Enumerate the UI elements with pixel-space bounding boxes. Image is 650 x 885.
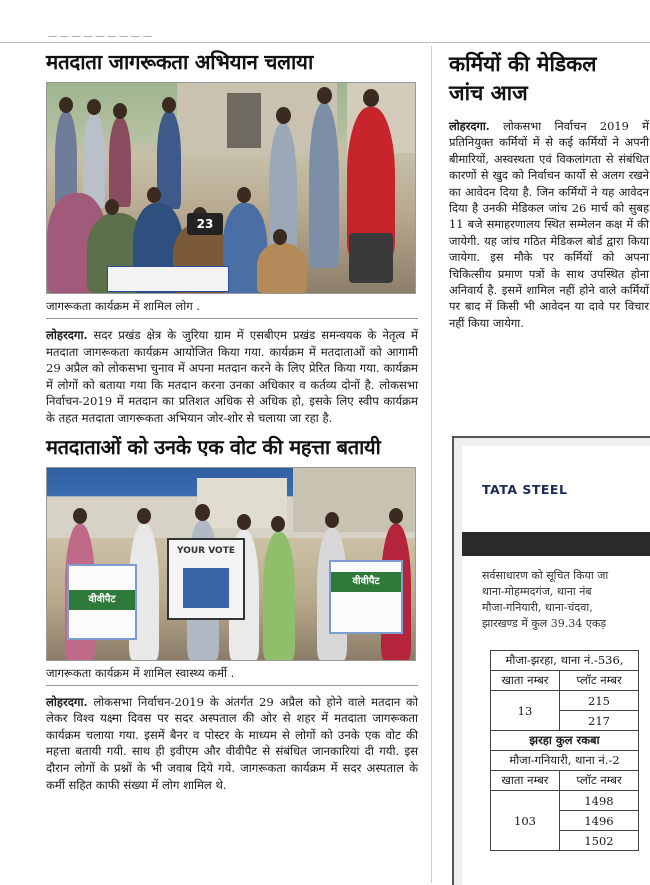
story3-headline-line2: जांच आज <box>449 81 528 105</box>
land-table <box>490 650 639 851</box>
story1-headline: मतदाता जागरूकता अभियान चलाया <box>46 50 313 74</box>
previous-story-fragment: — — — — — — — — — <box>48 33 152 42</box>
page-rule <box>0 42 650 43</box>
story2-headline: मतदाताओं को उनके एक वोट की महत्ता बतायी <box>46 434 381 459</box>
notice-panel <box>462 446 650 885</box>
story2-dateline: लोहरदगा. <box>46 694 88 709</box>
col-plot-header: प्लॉट नम्बर <box>560 771 639 791</box>
story3-dateline: लोहरदगा. <box>449 119 490 133</box>
notice-line: झारखण्ड में कुल 39.34 एकड़ <box>482 617 607 630</box>
col-plot-header: प्लॉट नम्बर <box>560 671 639 691</box>
plot-cell: 1502 <box>560 831 639 851</box>
plot-cell: 217 <box>560 711 639 731</box>
col-khata-header: खाता नम्बर <box>491 671 560 691</box>
poster-left-label: वीवीपैट <box>69 590 135 610</box>
notice-company: TATA STEEL <box>482 482 568 497</box>
khata2-cell: 103 <box>491 791 560 851</box>
col-khata-header: खाता नम्बर <box>491 771 560 791</box>
mauza2-heading: मौजा-गनियारी, थाना नं.-2 <box>491 751 639 771</box>
story1-caption: जागरूकता कार्यक्रम में शामिल लोग . <box>46 298 418 319</box>
notice-dark-bar <box>462 532 650 556</box>
poster-right-label: वीवीपैट <box>331 572 401 592</box>
right-column <box>449 50 649 331</box>
mauza1-heading: मौजा-झरहा, थाना नं.-536, <box>491 651 639 671</box>
left-column <box>46 48 418 793</box>
plot-cell: 1498 <box>560 791 639 811</box>
story1-body-text: सदर प्रखंड क्षेत्र के जुरिया ग्राम में एसबीएम प्रखंड समन्वयक के नेतृत्व में मतदाता जागरूकता कार्यक्रम आयोजित किया गया. कार्यक्रम में मतदाताओं को आगामी 29 अप्रैल को लोकसभा चुनाव में अपना मतदान करने के लिए प्रेरित किया गया. कार्यक्रम में लोगों को बताया गया कि मतदान करना उनका अधिकार व कर्तव्य दोनों है. लोकसभा निर्वाचन-2019 में मतदान का प्रतिशत अधिक से अधिक हो, इसके लिए स्वीप कार्यक्रम के तहत मतदाता जागरूकता अभियान जोर-शोर से चलाया जा रहा है. <box>46 328 418 425</box>
story2-caption: जागरूकता कार्यक्रम में शामिल स्वास्थ्य कर्मी . <box>46 665 418 686</box>
notice-text <box>482 568 650 632</box>
story2-photo <box>46 467 416 661</box>
notice-line: सर्वसाधारण को सूचित किया जा <box>482 569 609 582</box>
notice-line: थाना-मोहम्मदगंज, थाना नंब <box>482 585 592 598</box>
story3-body <box>449 118 649 331</box>
total1-row: झरहा कुल रकबा <box>491 731 639 751</box>
banner-number: 23 <box>187 213 223 235</box>
tata-steel-notice <box>452 436 650 885</box>
story1-photo <box>46 82 416 294</box>
story1-dateline: लोहरदगा. <box>46 328 88 342</box>
khata1-cell: 13 <box>491 691 560 731</box>
plot-cell: 1496 <box>560 811 639 831</box>
notice-line: मौजा-गनियारी, थाना-चंदवा, <box>482 601 593 614</box>
story2-body <box>46 694 418 794</box>
story1-body <box>46 327 418 427</box>
story3-headline-line1: कर्मियों की मेडिकल <box>449 52 597 76</box>
plot-cell: 215 <box>560 691 639 711</box>
column-divider <box>431 46 432 883</box>
story3-body-text: लोकसभा निर्वाचन 2019 में प्रतिनियुक्त कर्मियों में से कई कर्मियों ने अपनी बीमारियों, अस्वस्थता एवं विकलांगता से संबंधित कारणों से खुद को निर्वाचन कार्यो से अलग रखने का आवेदन दिया है. जिन कर्मियों ने यह आवेदन दिया है उनकी मेडिकल जांच 26 मार्च को सुबह 11 बजे समाहरणालय स्थित सम्मेलन कक्ष में की जायेगी. यह जांच गठित मेडिकल बोर्ड द्वारा किया जायेगा. इस मौके पर कर्मियों को अपना चिकित्सीय प्रमाण पत्रों के साथ उपस्थित होना अनिवार्य है. इसमें शामिल नहीं होने वाले कर्मियों पर बाद में किसी भी आवेदन या दावे पर विचार नहीं किया जायेगा. <box>449 119 649 330</box>
story2-body-text: लोकसभा निर्वाचन-2019 के अंतर्गत 29 अप्रैल को होने वाले मतदान को लेकर विश्व यक्ष्मा दिवस पर सदर अस्पताल की ओर से शहर में मतदाता जागरूकता कार्यक्रम चलाया गया. इसमें बैनर व पोस्टर के माध्यम से लोगों को उनके एक वोट की महत्ता बतायी गयी. साथ ही इवीएम और वीवीपैट से संबंधित जानकारियां दी गयी. इस दौरान लोगों के प्रश्नों के भी जवाब दिये गये. जागरूकता कार्यक्रम में सदर अस्पताल के कर्मी सहित काफी संख्या में लोग शामिल थे. <box>46 694 418 792</box>
poster-center-label: YOUR VOTE <box>177 545 235 556</box>
